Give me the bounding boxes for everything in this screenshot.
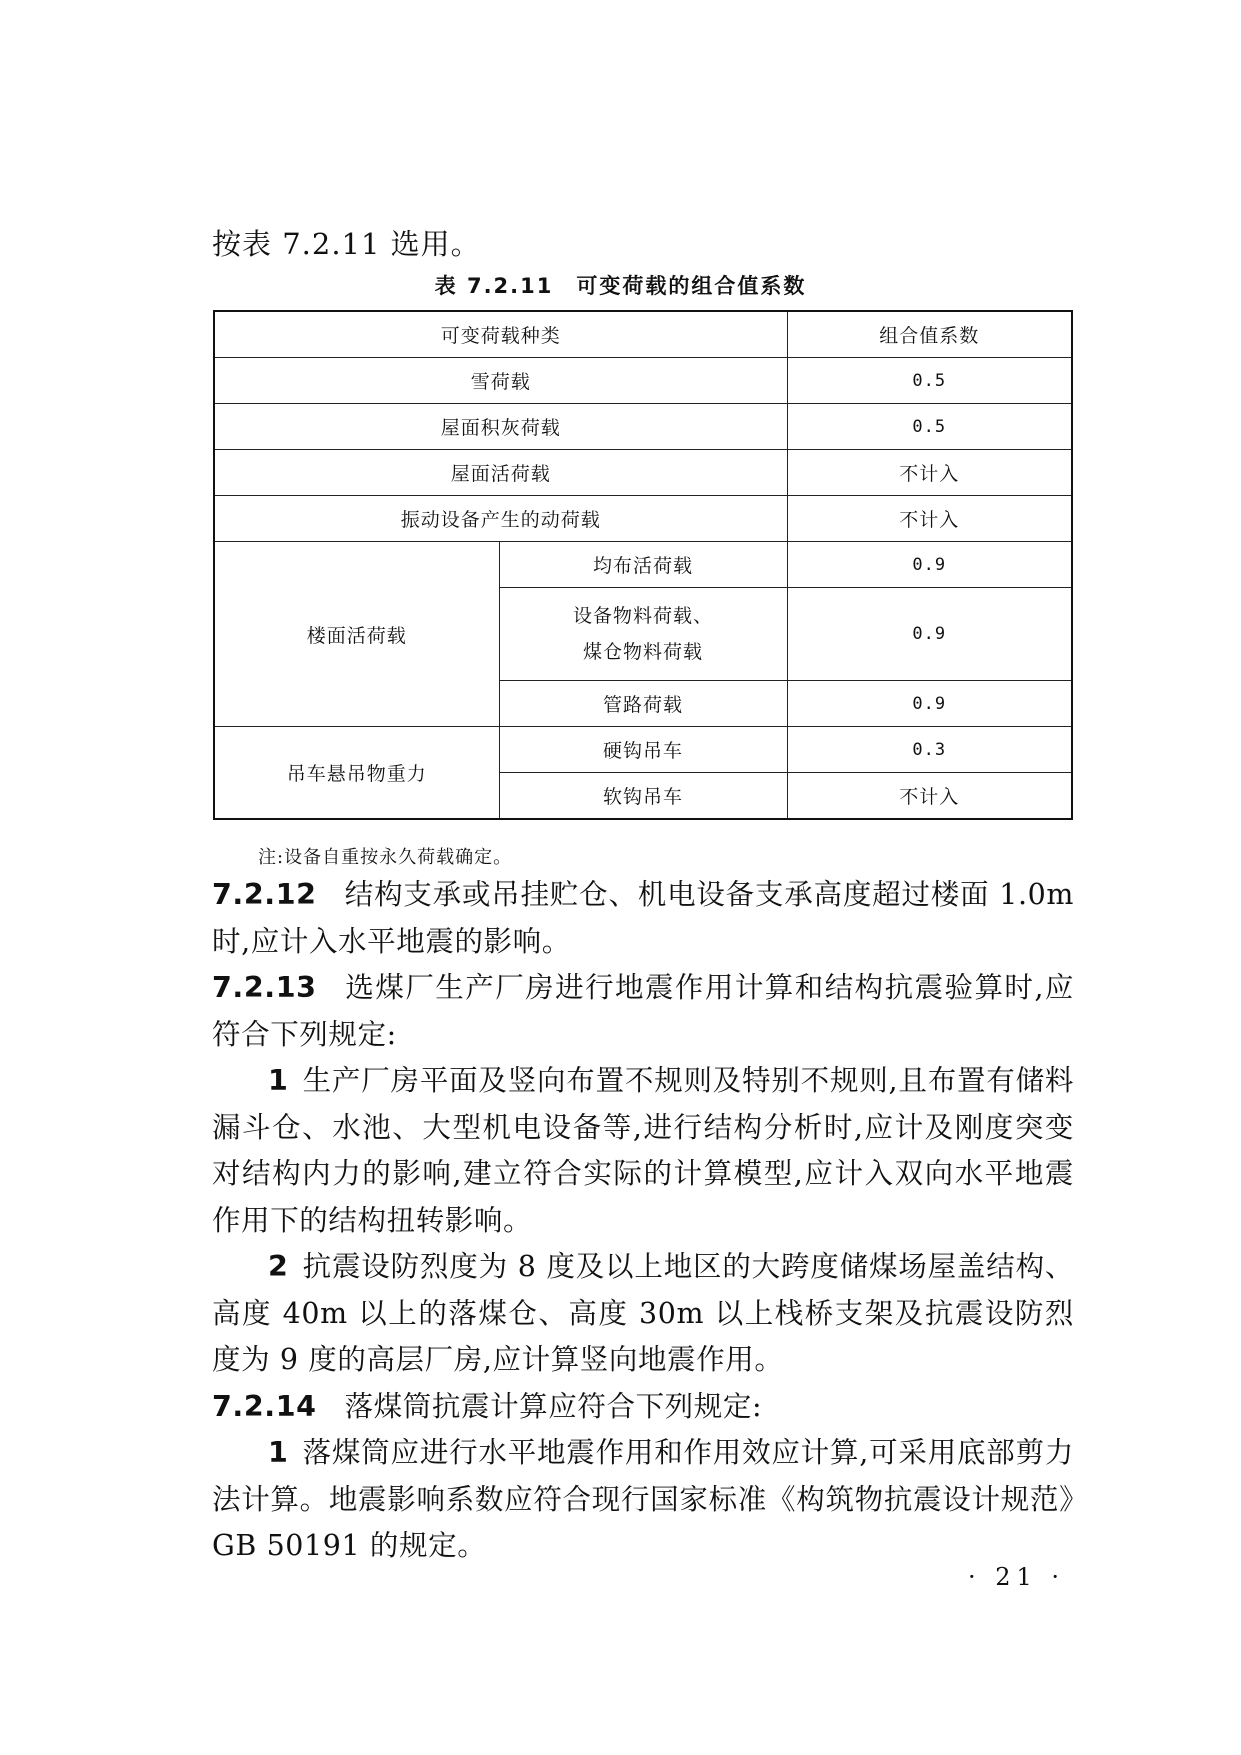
body-text — [212, 872, 1074, 1570]
row-subcategory: 硬钩吊车 — [499, 727, 787, 773]
row-coefficient: 不计入 — [787, 450, 1072, 496]
table-row — [214, 727, 1072, 773]
row-category: 雪荷载 — [214, 358, 787, 404]
item-text: 落煤筒应进行水平地震作用和作用效应计算,可采用底部剪力法计算。地震影响系数应符合现行国家标准《构筑物抗震设计规范》GB 50191 的规定。 — [212, 1436, 1074, 1562]
row-subcategory: 软钩吊车 — [499, 773, 787, 820]
item-number: 1 — [268, 1436, 289, 1469]
table-row — [214, 496, 1072, 542]
list-item — [212, 1430, 1074, 1570]
row-coefficient: 不计入 — [787, 496, 1072, 542]
subcategory-line: 煤仓物料荷载 — [583, 641, 704, 663]
section-text: 选煤厂生产厂房进行地震作用计算和结构抗震验算时,应符合下列规定: — [212, 971, 1074, 1051]
section-number: 7.2.13 — [212, 971, 317, 1004]
row-coefficient: 不计入 — [787, 773, 1072, 820]
row-category: 屋面积灰荷载 — [214, 404, 787, 450]
section-text: 落煤筒抗震计算应符合下列规定: — [344, 1389, 763, 1423]
item-text: 抗震设防烈度为 8 度及以上地区的大跨度储煤场屋盖结构、高度 40m 以上的落煤仓、高度 30m 以上栈桥支架及抗震设防烈度为 9 度的高层厂房,应计算竖向地震作用。 — [212, 1250, 1074, 1376]
row-coefficient: 0.9 — [787, 588, 1072, 681]
group-label-crane: 吊车悬吊物重力 — [214, 727, 499, 820]
row-coefficient: 0.9 — [787, 681, 1072, 727]
intro-line: 按表 7.2.11 选用。 — [212, 227, 481, 261]
list-item — [212, 1244, 1074, 1384]
item-number: 2 — [268, 1250, 289, 1283]
table-row — [214, 450, 1072, 496]
group-label-floor: 楼面活荷载 — [214, 542, 499, 727]
section-7-2-13 — [212, 965, 1074, 1058]
section-number: 7.2.14 — [212, 1389, 317, 1423]
subcategory-line: 设备物料荷载、 — [573, 605, 714, 627]
table-header-row — [214, 311, 1072, 358]
table-title: 表 7.2.11 可变荷载的组合值系数 — [434, 274, 807, 298]
section-text: 结构支承或吊挂贮仓、机电设备支承高度超过楼面 1.0m 时,应计入水平地震的影响。 — [212, 878, 1074, 958]
section-number: 7.2.12 — [212, 878, 317, 911]
table-row — [214, 404, 1072, 450]
header-coefficient: 组合值系数 — [787, 311, 1072, 358]
section-7-2-12 — [212, 872, 1074, 965]
list-item — [212, 1058, 1074, 1244]
row-coefficient: 0.3 — [787, 727, 1072, 773]
page-number: · 21 · — [968, 1563, 1066, 1591]
row-coefficient: 0.5 — [787, 358, 1072, 404]
row-subcategory: 均布活荷载 — [499, 542, 787, 588]
row-coefficient: 0.5 — [787, 404, 1072, 450]
table-row — [214, 542, 1072, 588]
row-subcategory — [499, 588, 787, 681]
row-coefficient: 0.9 — [787, 542, 1072, 588]
section-7-2-14 — [212, 1384, 1074, 1431]
coefficient-table — [213, 310, 1073, 820]
row-category: 屋面活荷载 — [214, 450, 787, 496]
row-subcategory: 管路荷载 — [499, 681, 787, 727]
table-note: 注:设备自重按永久荷载确定。 — [258, 847, 513, 868]
header-category: 可变荷载种类 — [214, 311, 787, 358]
table-row — [214, 358, 1072, 404]
row-category: 振动设备产生的动荷载 — [214, 496, 787, 542]
item-number: 1 — [268, 1064, 289, 1097]
item-text: 生产厂房平面及竖向布置不规则及特别不规则,且布置有储料漏斗仓、水池、大型机电设备等,进行结构分析时,应计及刚度突变对结构内力的影响,建立符合实际的计算模型,应计入双向水平地震作用下的结构扭转影响。 — [212, 1064, 1074, 1237]
